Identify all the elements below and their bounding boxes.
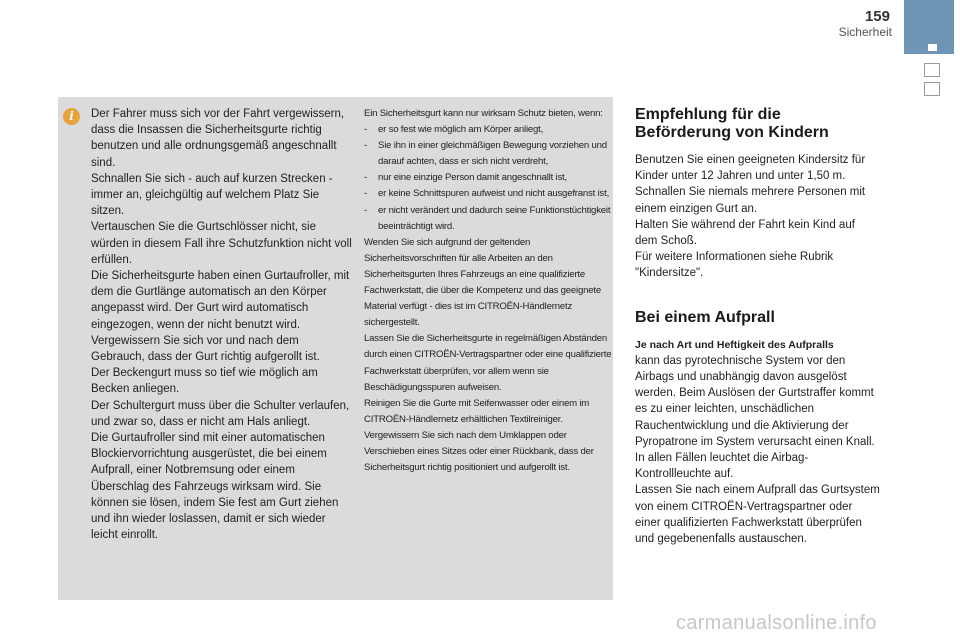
paragraph: Der Fahrer muss sich vor der Fahrt vergewissern, dass die Insassen die Sicherheitsgurte richtig benutzen und alle ordnungsgemäß angeschnallt sind. <box>91 108 345 169</box>
paragraph: Halten Sie während der Fahrt kein Kind auf dem Schoß. <box>635 218 855 248</box>
impact-subheading: Je nach Art und Heftigkeit des Aufpralls <box>635 338 834 351</box>
paragraph: kann das pyrotechnische System vor den Airbags und unabhängig davon ausgelöst werden. Beim Auslösen der Gurtstraffer kommt es zu einer leichten, unschädlichen Rauchentwicklung und die Aktivierung der Pyropatrone im System verursacht einen Knall. <box>635 354 875 448</box>
heading-impact: Bei einem Aufprall <box>635 308 775 326</box>
paragraph: Reinigen Sie die Gurte mit Seifenwasser oder einem im CITROËN-Händlernetz erhältlichen Textilreiniger. <box>364 397 590 425</box>
paragraph: Vertauschen Sie die Gurtschlösser nicht, sie würden in diesem Fall ihre Schutzfunktion nicht voll erfüllen. <box>91 221 352 266</box>
paragraph: Für weitere Informationen siehe Rubrik "Kindersitze". <box>635 251 834 280</box>
paragraph: Wenden Sie sich aufgrund der geltenden Sicherheitsvorschriften für alle Arbeiten an den Sicherheitsgurten Ihres Fahrzeugs an eine qualifizierte Fachwerkstatt, die über die Kompetenz und das geeignete Material verfügt - dies ist im CITROËN-Händlernetz sichergestellt. <box>364 236 601 329</box>
list-item: - er nicht verändert und dadurch seine Funktionstüchtigkeit beeinträchtigt wird. <box>364 204 611 232</box>
list-item: - er keine Schnittspuren aufweist und nicht ausgefranst ist, <box>364 188 610 200</box>
info-text-column-2 <box>364 106 614 476</box>
paragraph: Der Schultergurt muss über die Schulter verlaufen, und zwar so, dass er nicht am Hals anliegt. <box>91 399 350 428</box>
list-item: - er so fest wie möglich am Körper anliegt, <box>364 124 544 136</box>
list-item: - nur eine einzige Person damit angeschnallt ist, <box>364 172 567 184</box>
paragraph: Benutzen Sie einen geeigneten Kindersitz für Kinder unter 12 Jahren und unter 1,50 m. <box>635 154 866 183</box>
paragraph: Die Gurtaufroller sind mit einer automatischen Blockiervorrichtung ausgerüstet, die bei einem Aufprall, einer Notbremsung oder einem Überschlag des Fahrzeugs wirksam wird. Sie können sie lösen, indem Sie fest am Gurt ziehen und ihn wieder loslassen, damit er sich wieder leicht einrollt. <box>91 432 339 542</box>
paragraph: Die Sicherheitsgurte haben einen Gurtaufroller, mit dem die Gurtlänge automatisch an den Körper angepasst wird. Der Gurt wird automatisch eingezogen, wenn der nicht benutzt wird. <box>91 270 350 331</box>
chapter-tab-outline[interactable] <box>924 63 940 77</box>
page-number: 159 <box>864 8 890 25</box>
paragraph: Schnallen Sie niemals mehrere Personen mit einem einzigen Gurt an. <box>635 186 866 215</box>
chapter-tab-active[interactable] <box>904 0 954 54</box>
paragraph: Lassen Sie die Sicherheitsgurte in regelmäßigen Abständen durch einen CITROËN-Vertragspartner oder eine qualifizierte Fachwerkstatt überprüfen, vor allem wenn sie Beschädigungsspuren aufweisen. <box>364 333 612 393</box>
info-icon: i <box>63 108 80 125</box>
heading-kids: Empfehlung für die Beförderung von Kindern <box>635 106 829 141</box>
tab-marker-icon <box>928 44 937 51</box>
paragraph: In allen Fällen leuchtet die Airbag-Kontrollleuchte auf. <box>635 452 809 481</box>
info-text-column-1 <box>91 106 353 543</box>
list-intro: Ein Sicherheitsgurt kann nur wirksam Schutz bieten, wenn: <box>364 108 603 119</box>
paragraph: Schnallen Sie sich - auch auf kurzen Strecken - immer an, gleichgültig auf welchem Platz Sie sitzen. <box>91 172 333 218</box>
paragraph: Der Beckengurt muss so tief wie möglich am Becken anliegen. <box>91 367 318 396</box>
watermark: carmanualsonline.info <box>676 612 877 634</box>
chapter-tab-outline[interactable] <box>924 82 940 96</box>
paragraph: Vergewissern Sie sich nach dem Umklappen oder Verschieben eines Sitzes oder einer Rückbank, dass der Sicherheitsgurt richtig positioniert und aufgerollt ist. <box>364 429 594 474</box>
section-title: Sicherheit <box>838 25 892 39</box>
paragraph: Lassen Sie nach einem Aufprall das Gurtsystem von einem CITROËN-Vertragspartner oder einer qualifizierten Fachwerkstatt überprüfen und gegebenenfalls austauschen. <box>635 484 880 546</box>
list-item: - Sie ihn in einer gleichmäßigen Bewegung vorziehen und darauf achten, dass er sich nicht verdreht, <box>364 140 607 168</box>
paragraph: Vergewissern Sie sich vor und nach dem Gebrauch, dass der Gurt richtig aufgerollt ist. <box>91 334 320 364</box>
main-content <box>635 106 880 547</box>
